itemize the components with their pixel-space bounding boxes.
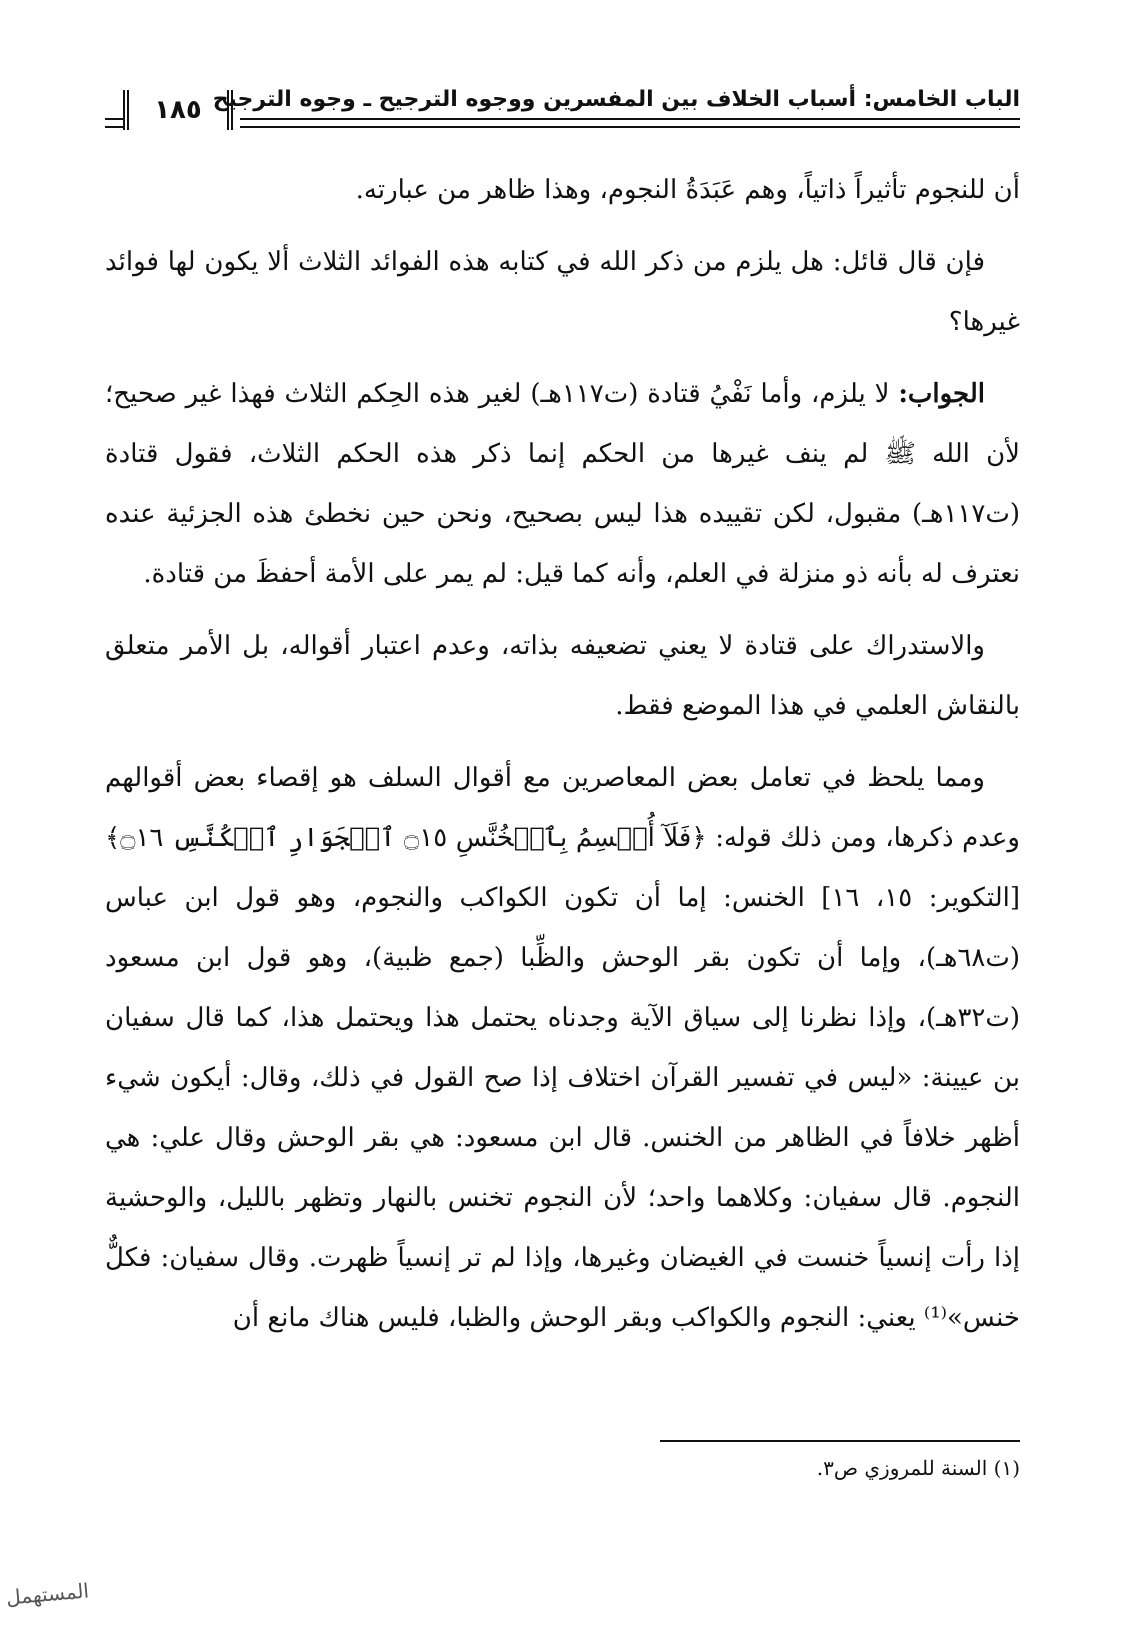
paragraph-2: فإن قال قائل: هل يلزم من ذكر الله في كتابه هذه الفوائد الثلاث ألا يكون لها فوائد غيرها؟ <box>105 247 1020 337</box>
body-text <box>105 160 1020 1360</box>
chapter-title: الباب الخامس: أسباب الخلاف بين المفسرين ووجوه الترجيح ـ وجوه الترجيح <box>212 87 1020 112</box>
paragraph-3: الجواب: لا يلزم، وأما نَفْيُ قتادة (ت١١٧هـ) لغير هذه الحِكم الثلاث فهذا غير صحيح؛ لأن الله ﷺ لم ينف غيرها من الحكم إنما ذكر هذه الحكم الثلاث، فقول قتادة (ت١١٧هـ) مقبول، لكن تقييده هذا ليس بصحيح، ونحن حين نخطئ هذه الجزئية عنده نعترف له بأنه ذو منزلة في العلم، وأنه كما قيل: لم يمر على الأمة أحفظَ من قتادة. <box>105 379 1020 589</box>
paragraph-5: ومما يلحظ في تعامل بعض المعاصرين مع أقوال السلف هو إقصاء بعض أقوالهم وعدم ذكرها، ومن ذلك قوله: ﴿فَلَآ أُقۡسِمُ بِٱلۡخُنَّسِ ۝١٥ ٱلۡجَوَارِ ٱلۡكُنَّسِ ۝١٦﴾ [التكوير: ١٥، ١٦] الخنس: إما أن تكون الكواكب والنجوم، وهو قول ابن عباس (ت٦٨هـ)، وإما أن تكون بقر الوحش والظِّبا (جمع ظبية)، وهو قول ابن مسعود (ت٣٢هـ)، وإذا نظرنا إلى سياق الآية وجدناه يحتمل هذا ويحتمل هذا، كما قال سفيان بن عيينة: «ليس في تفسير القرآن اختلاف إذا صح القول في ذلك، وقال: أيكون شيء أظهر خلافاً في الظاهر من الخنس. قال ابن مسعود: هي بقر الوحش وقال علي: هي النجوم. قال سفيان: وكلاهما واحد؛ لأن النجوم تخنس بالنهار وتظهر بالليل، والوحشية إذا رأت إنسياً خنست في الغيضان وغيرها، وإذا لم تر إنسياً ظهرت. وقال سفيان: فكلٌّ خنس»⁽¹⁾ يعني: النجوم والكواكب وبقر الوحش والظبا، فليس هناك مانع أن <box>105 763 1021 1333</box>
footnote-rule <box>660 1440 1020 1442</box>
paragraph-1: أن للنجوم تأثيراً ذاتياً، وهم عَبَدَةُ النجوم، وهذا ظاهر من عبارته. <box>355 175 1020 205</box>
page-number: ١٨٥ <box>123 90 233 130</box>
page-number-rule <box>105 118 123 128</box>
page-header <box>105 86 1020 136</box>
logo: المستهمل <box>5 1578 90 1610</box>
footnote: (١) السنة للمروزي ص٣. <box>816 1456 1020 1480</box>
paragraph-4: والاستدراك على قتادة لا يعني تضعيفه بذاته، وعدم اعتبار أقواله، بل الأمر متعلق بالنقاش العلمي في هذا الموضع فقط. <box>105 631 1020 721</box>
header-rule <box>240 118 1020 128</box>
answer-lead: الجواب: <box>898 379 985 409</box>
